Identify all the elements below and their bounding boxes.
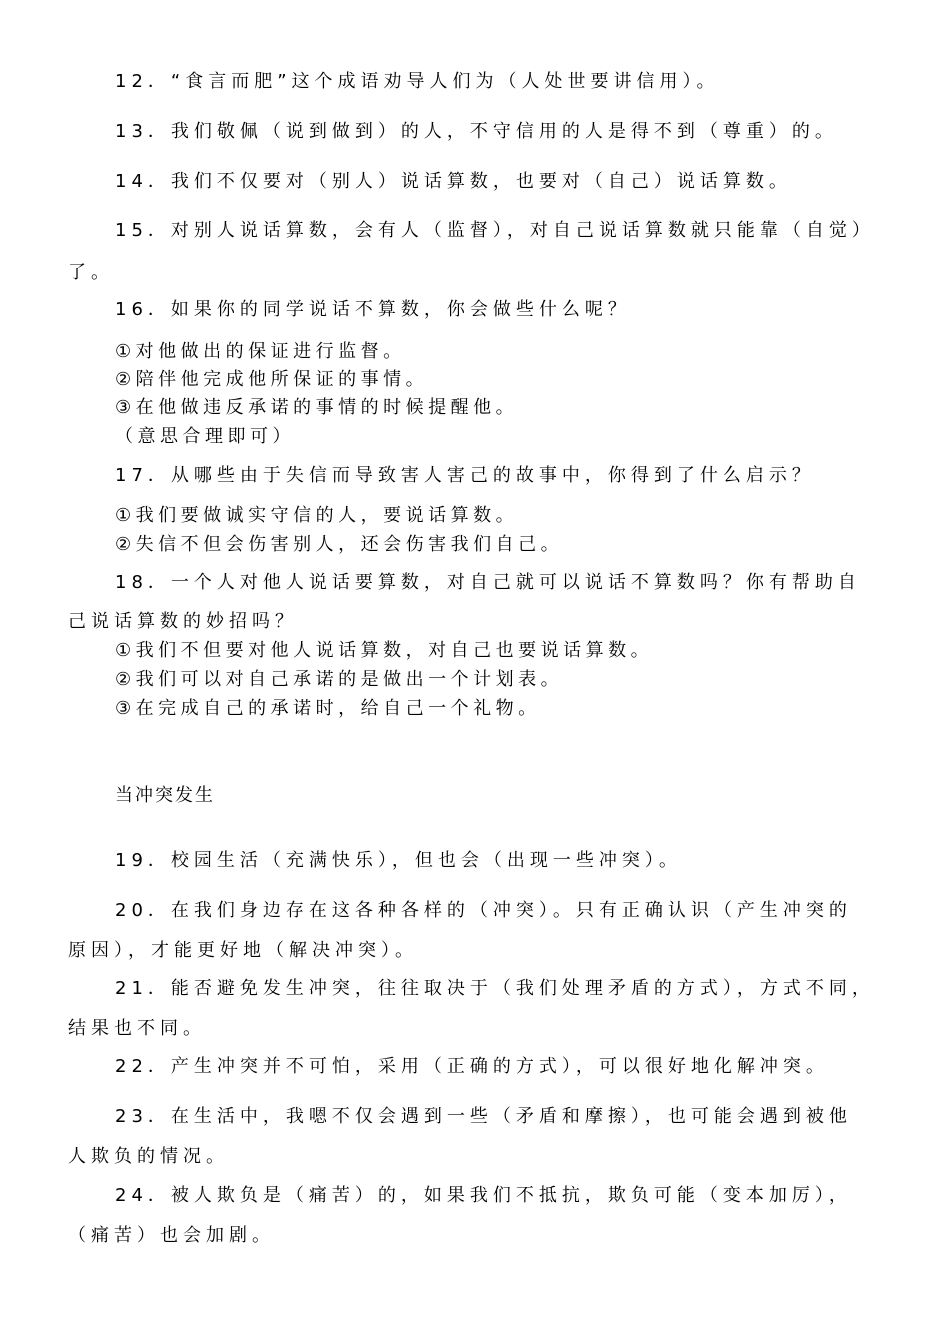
text-line: 了。 [68, 262, 114, 283]
text-line: ①对他做出的保证进行监督。 [115, 341, 406, 362]
text-line: ②失信不但会伤害别人，还会伤害我们自己。 [115, 534, 564, 555]
text-line: ②我们可以对自己承诺的是做出一个计划表。 [115, 669, 564, 690]
text-line: 14．我们不仅要对（别人）说话算数，也要对（自己）说话算数。 [115, 171, 792, 192]
text-line: ①我们要做诚实守信的人，要说话算数。 [115, 505, 519, 526]
section-heading: 当冲突发生 [115, 785, 215, 806]
text-line: 19．校园生活（充满快乐），但也会（出现一些冲突）。 [115, 850, 682, 871]
text-line: 人欺负的情况。 [68, 1146, 229, 1167]
text-line: 13．我们敬佩（说到做到）的人，不守信用的人是得不到（尊重）的。 [115, 121, 838, 142]
text-line: ③在完成自己的承诺时，给自己一个礼物。 [115, 698, 541, 719]
text-line: 18．一个人对他人说话要算数，对自己就可以说话不算数吗？你有帮助自 [115, 572, 861, 593]
text-line: 20．在我们身边存在这各种各样的（冲突）。只有正确认识（产生冲突的 [115, 900, 852, 921]
text-line: 24．被人欺负是（痛苦）的，如果我们不抵抗，欺负可能（变本加厉）， [115, 1185, 852, 1206]
text-line: 22．产生冲突并不可怕，采用（正确的方式），可以很好地化解冲突。 [115, 1056, 829, 1077]
text-line: 17．从哪些由于失信而导致害人害己的故事中，你得到了什么启示？ [115, 465, 815, 486]
text-line: ③在他做违反承诺的事情的时候提醒他。 [115, 397, 519, 418]
text-line: 12．“食言而肥”这个成语劝导人们为（人处世要讲信用）。 [115, 71, 720, 92]
text-line: 15．对别人说话算数，会有人（监督），对自己说话算数就只能靠（自觉） [115, 220, 875, 241]
text-line: 结果也不同。 [68, 1018, 206, 1039]
text-line: （意思合理即可） [115, 426, 295, 447]
text-line: 23．在生活中，我嗯不仅会遇到一些（矛盾和摩擦），也可能会遇到被他 [115, 1106, 852, 1127]
text-line: 21．能否避免发生冲突，往往取决于（我们处理矛盾的方式），方式不同， [115, 978, 875, 999]
text-line: （痛苦）也会加剧。 [68, 1225, 275, 1246]
text-line: 16．如果你的同学说话不算数，你会做些什么呢？ [115, 299, 631, 320]
text-line: ①我们不但要对他人说话算数，对自己也要说话算数。 [115, 640, 654, 661]
text-line: 己说话算数的妙招吗？ [68, 611, 298, 632]
text-line: 原因），才能更好地（解决冲突）。 [68, 940, 418, 961]
text-line: ②陪伴他完成他所保证的事情。 [115, 369, 429, 390]
